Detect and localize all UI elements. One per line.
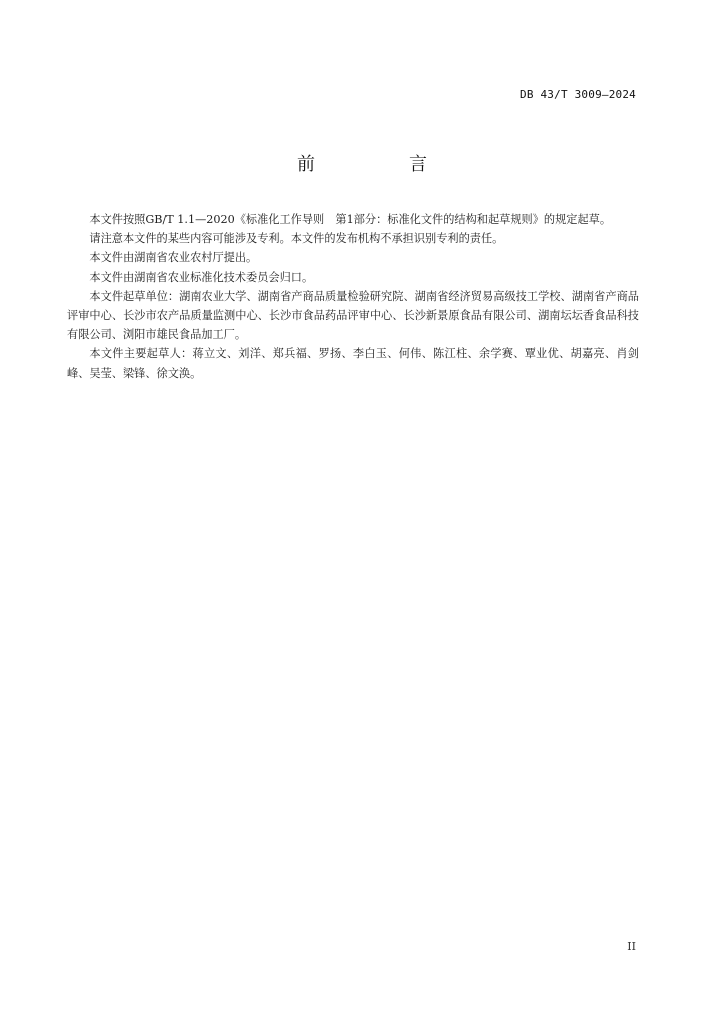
paragraph-drafting-rule: 本文件按照GB/T 1.1—2020《标准化工作导则 第1部分：标准化文件的结构和起草规则》的规定起草。 bbox=[89, 213, 612, 226]
paragraph-centralized-unit: 本文件由湖南省农业标准化技术委员会归口。 bbox=[89, 270, 314, 284]
foreword-body bbox=[67, 210, 639, 383]
paragraph-drafters: 本文件主要起草人：蒋立文、刘洋、郑兵福、罗扬、李白玉、何伟、陈江柱、余学赛、覃业优、胡嘉亮、肖剑峰、吴莹、梁锋、徐文涣。 bbox=[67, 347, 639, 380]
document-code: DB 43/T 3009—2024 bbox=[520, 88, 636, 101]
paragraph-drafting-units: 本文件起草单位：湖南农业大学、湖南省产商品质量检验研究院、湖南省经济贸易高级技工学校、湖南省产商品评审中心、长沙市农产品质量监测中心、长沙市食品药品评审中心、长沙新景原食品有限公司、湖南坛坛香食品科技有限公司、浏阳市雄民食品加工厂。 bbox=[67, 289, 639, 342]
paragraph-proposer: 本文件由湖南省农业农村厅提出。 bbox=[89, 251, 258, 265]
page-number: II bbox=[627, 940, 636, 953]
page-title: 前 言 bbox=[297, 154, 465, 175]
paragraph-patent-notice: 请注意本文件的某些内容可能涉及专利。本文件的发布机构不承担识别专利的责任。 bbox=[89, 232, 504, 246]
